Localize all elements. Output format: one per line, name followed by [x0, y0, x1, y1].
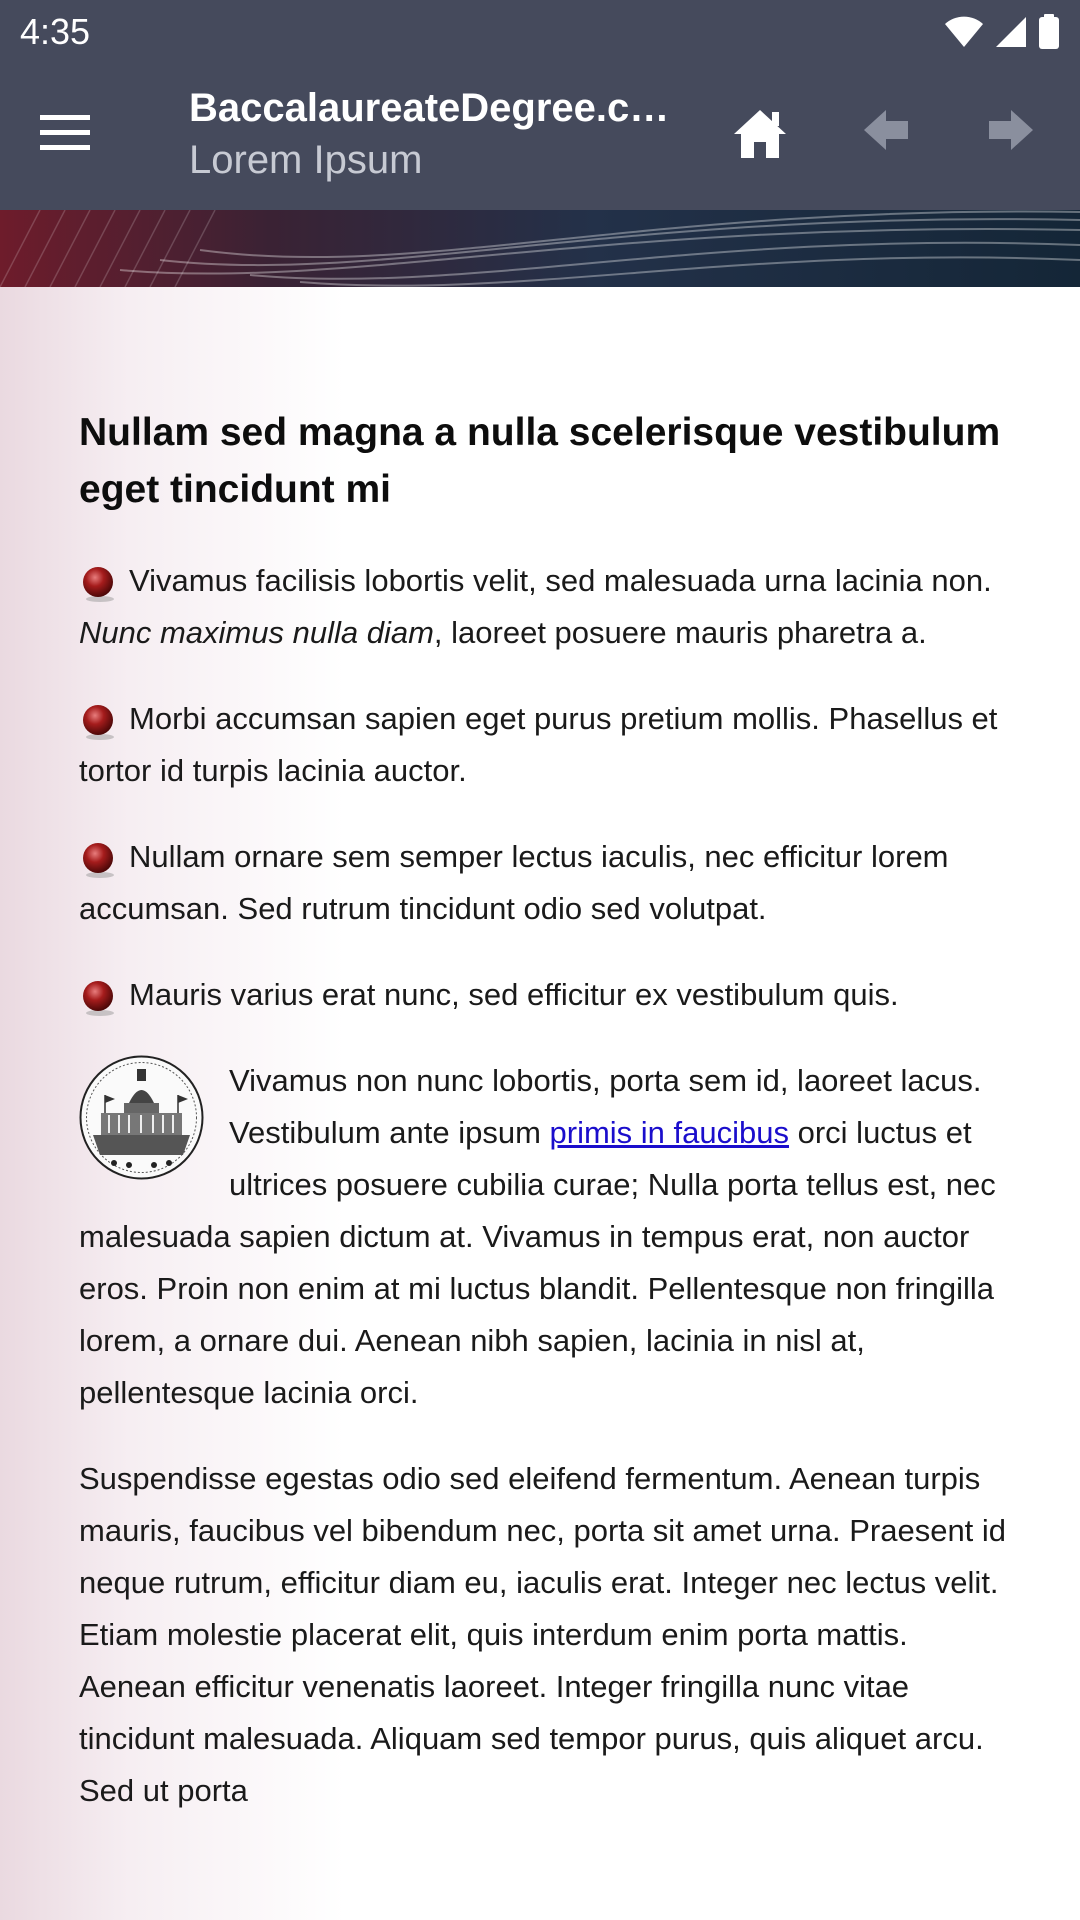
banner-wave-decoration	[0, 210, 1080, 287]
app-title: BaccalaureateDegree.c…	[189, 86, 670, 130]
status-icons	[944, 12, 1060, 52]
list-item-text: Vivamus facilisis lobortis velit, sed malesuada urna lacinia non.	[129, 563, 992, 598]
back-arrow-icon	[862, 108, 912, 152]
battery-icon	[1038, 14, 1060, 50]
wifi-icon	[944, 15, 984, 49]
forward-arrow-icon	[985, 108, 1035, 152]
list-item-text: , laoreet posuere mauris pharetra a.	[433, 615, 927, 650]
paragraph-text: orci luctus et ultrices posuere cubilia curae; Nulla porta tellus est, nec malesuada sapien dictum at. Vivamus in tempus erat, non auctor eros. Proin non enim at mi luctus blandit. Pellentesque non fringilla lorem, a ornare dui. Aenean nibh sapien, lacinia in nisl at, pellentesque lacinia orci.	[79, 1115, 996, 1410]
signal-icon	[994, 15, 1028, 49]
list-item-text: Mauris varius erat nunc, sed efficitur ex vestibulum quis.	[129, 977, 899, 1012]
red-bullet-icon	[81, 980, 119, 1018]
list-item	[79, 693, 1009, 797]
red-bullet-icon	[81, 842, 119, 880]
list-item	[79, 831, 1009, 935]
back-button[interactable]	[862, 108, 922, 164]
list-item	[79, 969, 1009, 1021]
article-heading: Nullam sed magna a nulla scelerisque vestibulum eget tincidunt mi	[79, 411, 1001, 511]
red-bullet-icon	[81, 704, 119, 742]
article-content	[0, 287, 1080, 1920]
home-button[interactable]	[732, 108, 792, 164]
app-bar	[0, 63, 1080, 210]
forward-button[interactable]	[985, 108, 1045, 164]
app-subtitle: Lorem Ipsum	[189, 138, 423, 182]
primis-in-faucibus-link[interactable]: primis in faucibus	[549, 1115, 789, 1150]
app-bar-titles	[189, 83, 679, 187]
article-body	[79, 404, 1009, 1851]
menu-icon	[40, 113, 92, 153]
list-item-text: Nullam ornare sem semper lectus iaculis, nec efficitur lorem accumsan. Sed rutrum tincidunt odio sed volutpat.	[79, 839, 949, 926]
red-bullet-icon	[81, 566, 119, 604]
menu-button[interactable]	[40, 113, 92, 153]
list-item-emphasis: Nunc maximus nulla diam	[79, 615, 434, 650]
paragraph: Suspendisse egestas odio sed eleifend fermentum. Aenean turpis mauris, faucibus vel bibendum nec, porta sit amet urna. Praesent id neque rutrum, efficitur diam eu, iaculis erat. Integer nec lectus velit. Etiam molestie placerat elit, quis interdum enim porta mattis. Aenean efficitur venenatis laoreet. Integer fringilla nunc vitae tincidunt malesuada. Aliquam sed tempor purus, quis aliquet arcu. Sed ut porta	[79, 1461, 1007, 1808]
capitol-seal-image	[79, 1055, 204, 1180]
status-bar	[0, 0, 1080, 63]
list-item	[79, 555, 1009, 659]
paragraph	[79, 1055, 1009, 1419]
status-time: 4:35	[20, 11, 91, 52]
list-item-text: Morbi accumsan sapien eget purus pretium mollis. Phasellus et tortor id turpis lacinia auctor.	[79, 701, 998, 788]
home-icon	[732, 108, 788, 160]
paragraph-text: Vivamus non nunc lobortis, porta sem id, laoreet lacus. Vestibulum ante ipsum	[229, 1063, 982, 1150]
header-banner	[0, 210, 1080, 287]
